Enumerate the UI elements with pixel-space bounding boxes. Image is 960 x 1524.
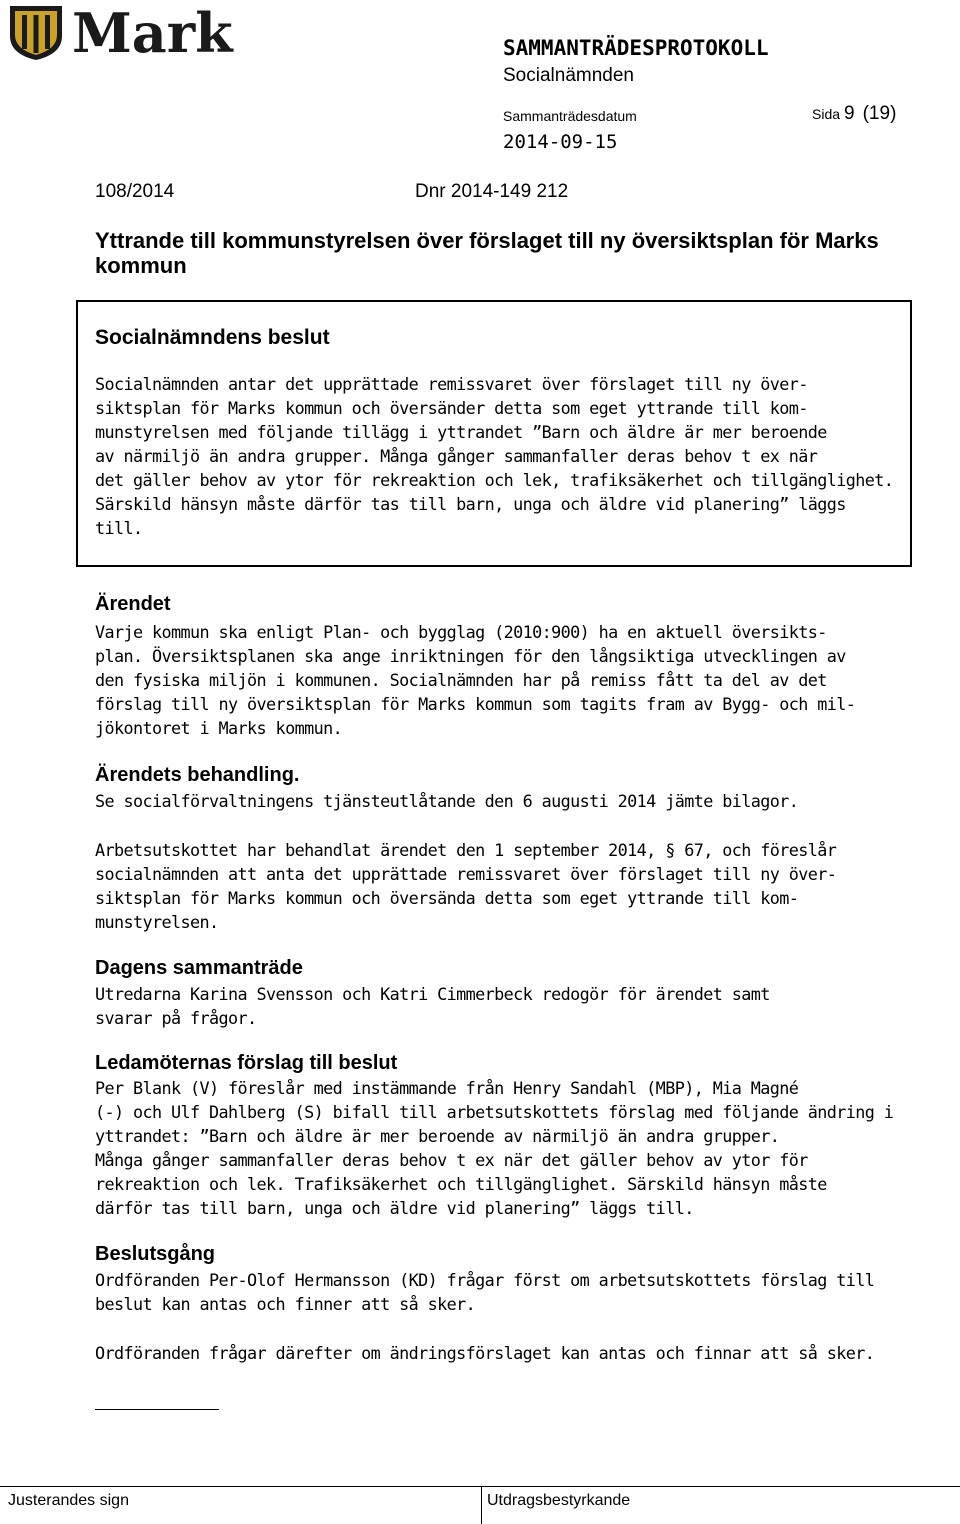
text-line: plan. Översiktsplanen ska ange inriktningen för den långsiktiga utvecklingen av xyxy=(95,646,846,666)
meeting-date-label: Sammanträdesdatum xyxy=(503,108,637,124)
text-line: Socialnämnden antar det upprättade remissvaret över förslaget till ny över- xyxy=(95,374,808,394)
text-line: socialnämnden att anta det upprättade remissvaret över förslaget till ny över- xyxy=(95,864,837,884)
section-text-forslag xyxy=(95,1076,915,1220)
protocol-title: SAMMANTRÄDESPROTOKOLL xyxy=(503,36,769,60)
logo-wordmark: Mark xyxy=(72,2,233,62)
section-text-dagens xyxy=(95,982,915,1030)
section-text-arendet xyxy=(95,620,915,740)
text-line: Många gånger sammanfaller deras behov t ex när det gäller behov av ytor för xyxy=(95,1150,808,1170)
page-indicator xyxy=(812,103,896,125)
text-line: Utredarna Karina Svensson och Katri Cimmerbeck redogör för ärendet samt xyxy=(95,984,770,1004)
coat-of-arms-icon xyxy=(10,6,62,60)
text-line: beslut kan antas och finner att så sker. xyxy=(95,1294,476,1314)
text-line: svarar på frågor. xyxy=(95,1008,257,1028)
section-heading-dagens: Dagens sammanträde xyxy=(95,957,303,979)
text-line: till. xyxy=(95,518,143,538)
section-heading-arendet: Ärendet xyxy=(95,593,171,615)
section-heading-forslag: Ledamöternas förslag till beslut xyxy=(95,1052,398,1074)
section-text-beslutsgang xyxy=(95,1268,915,1316)
case-dnr: Dnr 2014-149 212 xyxy=(415,181,569,202)
section-heading-beslutsgang: Beslutsgång xyxy=(95,1243,216,1265)
text-line: därför tas till barn, unga och äldre vid planering” läggs till. xyxy=(95,1198,694,1218)
text-line: siktsplan för Marks kommun och översänder detta som eget yttrande till kom- xyxy=(95,398,808,418)
text-line: Ordföranden Per-Olof Hermansson (KD) frågar först om arbetsutskottets förslag till xyxy=(95,1270,875,1290)
page-number: 9 xyxy=(844,103,855,124)
footer-sign-label: Justerandes sign xyxy=(8,1492,129,1509)
text-line: munstyrelsen med följande tillägg i yttrandet ”Barn och äldre är mer beroende xyxy=(95,422,827,442)
case-title: Yttrande till kommunstyrelsen över förslaget till ny översiktsplan för Marks kommun xyxy=(95,228,879,278)
text-line: av närmiljö än andra grupper. Många gånger sammanfaller deras behov t ex när xyxy=(95,446,818,466)
text-line: Se socialförvaltningens tjänsteutlåtande den 6 augusti 2014 jämte bilagor. xyxy=(95,791,799,811)
section-text-arbetsutskottet xyxy=(95,838,915,934)
text-line: jökontoret i Marks kommun. xyxy=(95,718,343,738)
page-label: Sida xyxy=(812,106,841,122)
decision-heading: Socialnämndens beslut xyxy=(95,326,330,349)
committee-name: Socialnämnden xyxy=(503,65,634,86)
text-line: förslag till ny översiktsplan för Marks kommun som tagits fram av Bygg- och mil- xyxy=(95,694,856,714)
municipality-logo xyxy=(4,2,244,62)
section-heading-behandling: Ärendets behandling. xyxy=(95,764,300,786)
text-line: (-) och Ulf Dahlberg (S) bifall till arbetsutskottets förslag med följande ändring i xyxy=(95,1102,894,1122)
decision-text xyxy=(95,372,895,540)
text-line: Varje kommun ska enligt Plan- och bygglag (2010:900) ha en aktuell översikts- xyxy=(95,622,827,642)
text-line: Ordföranden frågar därefter om ändringsförslaget kan antas och finnar att så sker. xyxy=(95,1343,875,1363)
case-number: 108/2014 xyxy=(95,181,175,202)
footer-divider xyxy=(0,1486,960,1487)
text-line: det gäller behov av ytor för rekreaktion och lek, trafiksäkerhet och tillgänglighet. xyxy=(95,470,894,490)
text-line: munstyrelsen. xyxy=(95,912,219,932)
text-line: Särskild hänsyn måste därför tas till barn, unga och äldre vid planering” läggs xyxy=(95,494,846,514)
section-text-andringsforslag xyxy=(95,1341,915,1365)
section-text-behandling xyxy=(95,789,915,813)
meeting-date: 2014-09-15 xyxy=(503,131,618,153)
text-line: den fysiska miljön i kommunen. Socialnämnden har på remiss fått ta del av det xyxy=(95,670,827,690)
page-total: (19) xyxy=(862,103,897,124)
text-line: Per Blank (V) föreslår med instämmande från Henry Sandahl (MBP), Mia Magné xyxy=(95,1078,799,1098)
text-line: Arbetsutskottet har behandlat ärendet den 1 september 2014, § 67, och föreslår xyxy=(95,840,837,860)
text-line: yttrandet: ”Barn och äldre är mer beroende av närmiljö än andra grupper. xyxy=(95,1126,780,1146)
text-line: rekreaktion och lek. Trafiksäkerhet och tillgänglighet. Särskild hänsyn måste xyxy=(95,1174,827,1194)
footer-column-divider xyxy=(481,1486,482,1524)
text-line: siktsplan för Marks kommun och översända detta som eget yttrande till kom- xyxy=(95,888,799,908)
footer-certify-label: Utdragsbestyrkande xyxy=(487,1492,631,1509)
end-rule xyxy=(95,1409,219,1410)
